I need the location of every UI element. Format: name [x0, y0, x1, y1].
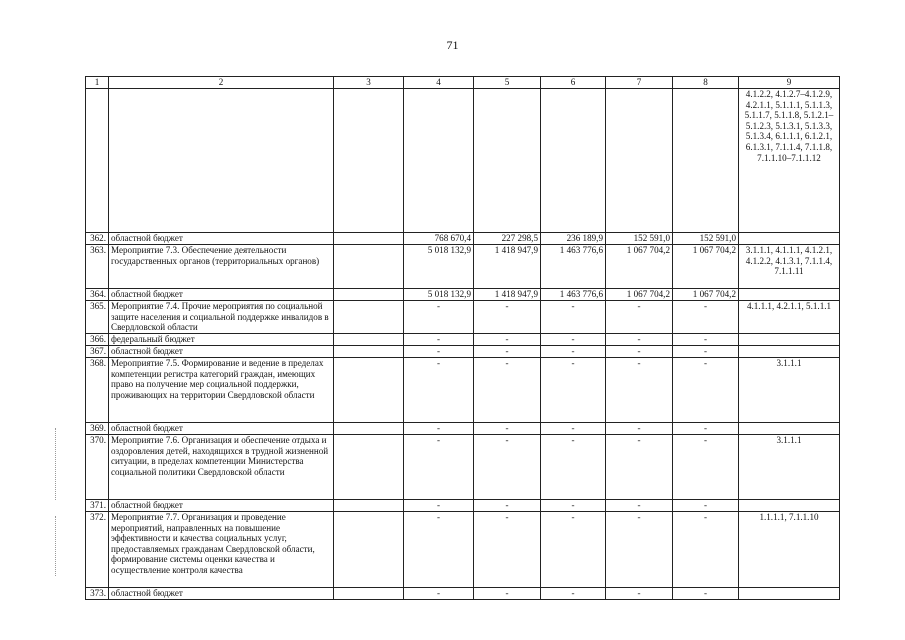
- cell-col6: -: [541, 301, 606, 334]
- cell-col8: 1 067 704,2: [673, 289, 739, 301]
- row-name: Мероприятие 7.7. Организация и проведение мероприятий, направленных на повышение эффективности и качества социальных услуг, предоставляемых гражданам Свердловской области, формирование системы оценки качества и осуществление контроля качества: [109, 512, 334, 588]
- row-refs: [739, 233, 840, 245]
- cell-col6: 236 189,9: [541, 233, 606, 245]
- row-number: 371.: [86, 500, 109, 512]
- cell-col6: -: [541, 435, 606, 500]
- cell-col3: [334, 89, 404, 233]
- row-name: Мероприятие 7.3. Обеспечение деятельности государственных органов (территориальных органов): [109, 245, 334, 289]
- cell-col4: -: [404, 301, 474, 334]
- table-row: [86, 245, 840, 289]
- row-number: 366.: [86, 334, 109, 346]
- row-number: 370.: [86, 435, 109, 500]
- row-refs: 1.1.1.1, 7.1.1.10: [739, 512, 840, 588]
- cell-col8: -: [673, 358, 739, 423]
- column-header: 4: [404, 77, 474, 89]
- cell-col3: [334, 435, 404, 500]
- cell-col7: -: [606, 358, 673, 423]
- cell-col6: -: [541, 423, 606, 435]
- cell-col8: [673, 89, 739, 233]
- cell-col5: -: [474, 334, 541, 346]
- row-refs: 3.1.1.1: [739, 358, 840, 423]
- cell-col7: -: [606, 512, 673, 588]
- cell-col3: [334, 233, 404, 245]
- cell-col5: -: [474, 301, 541, 334]
- row-number: 363.: [86, 245, 109, 289]
- cell-col4: -: [404, 588, 474, 600]
- cell-col7: [606, 89, 673, 233]
- row-number: 368.: [86, 358, 109, 423]
- table-row: [86, 89, 840, 233]
- row-refs: [739, 588, 840, 600]
- cell-col4: -: [404, 334, 474, 346]
- table-row: [86, 588, 840, 600]
- cell-col5: [474, 89, 541, 233]
- cell-col6: -: [541, 358, 606, 423]
- cell-col8: -: [673, 346, 739, 358]
- cell-col6: [541, 89, 606, 233]
- scan-artifact: [55, 516, 86, 576]
- cell-col6: 1 463 776,6: [541, 245, 606, 289]
- cell-col7: -: [606, 500, 673, 512]
- cell-col6: -: [541, 588, 606, 600]
- cell-col8: 1 067 704,2: [673, 245, 739, 289]
- row-number: [86, 89, 109, 233]
- cell-col5: 1 418 947,9: [474, 245, 541, 289]
- cell-col4: -: [404, 512, 474, 588]
- cell-col4: -: [404, 423, 474, 435]
- cell-col3: [334, 512, 404, 588]
- cell-col3: [334, 358, 404, 423]
- row-name: Мероприятие 7.4. Прочие мероприятия по социальной защите населения и социальной поддержке инвалидов в Свердловской области: [109, 301, 334, 334]
- cell-col3: [334, 334, 404, 346]
- cell-col5: -: [474, 358, 541, 423]
- cell-col3: [334, 301, 404, 334]
- row-refs: [739, 289, 840, 301]
- table-row: [86, 346, 840, 358]
- cell-col5: 1 418 947,9: [474, 289, 541, 301]
- cell-col4: -: [404, 346, 474, 358]
- row-name: Мероприятие 7.6. Организация и обеспечение отдыха и оздоровления детей, находящихся в трудной жизненной ситуации, в пределах компетенции Министерства социальной политики Свердловской области: [109, 435, 334, 500]
- cell-col3: [334, 245, 404, 289]
- cell-col4: [404, 89, 474, 233]
- row-name: областной бюджет: [109, 289, 334, 301]
- cell-col3: [334, 289, 404, 301]
- table-row: [86, 289, 840, 301]
- cell-col5: -: [474, 500, 541, 512]
- row-name: областной бюджет: [109, 423, 334, 435]
- cell-col4: -: [404, 358, 474, 423]
- table-row: [86, 435, 840, 500]
- cell-col5: -: [474, 435, 541, 500]
- row-refs: [739, 346, 840, 358]
- cell-col7: -: [606, 423, 673, 435]
- row-name: областной бюджет: [109, 500, 334, 512]
- table-row: [86, 500, 840, 512]
- column-header: 3: [334, 77, 404, 89]
- cell-col3: [334, 588, 404, 600]
- cell-col7: 1 067 704,2: [606, 245, 673, 289]
- column-header: 9: [739, 77, 840, 89]
- row-name: [109, 89, 334, 233]
- header-row: [86, 77, 840, 89]
- cell-col4: -: [404, 435, 474, 500]
- column-header: 6: [541, 77, 606, 89]
- row-refs: 4.1.1.1, 4.2.1.1, 5.1.1.1: [739, 301, 840, 334]
- cell-col6: 1 463 776,6: [541, 289, 606, 301]
- cell-col7: -: [606, 435, 673, 500]
- column-header: 5: [474, 77, 541, 89]
- cell-col8: -: [673, 500, 739, 512]
- cell-col5: -: [474, 346, 541, 358]
- column-header: 7: [606, 77, 673, 89]
- cell-col5: -: [474, 512, 541, 588]
- cell-col8: -: [673, 435, 739, 500]
- cell-col5: 227 298,5: [474, 233, 541, 245]
- cell-col8: -: [673, 512, 739, 588]
- column-header: 8: [673, 77, 739, 89]
- page-number: 71: [446, 38, 459, 52]
- row-name: федеральный бюджет: [109, 334, 334, 346]
- cell-col8: -: [673, 423, 739, 435]
- cell-col5: -: [474, 588, 541, 600]
- cell-col8: -: [673, 301, 739, 334]
- row-number: 362.: [86, 233, 109, 245]
- cell-col4: 768 670,4: [404, 233, 474, 245]
- cell-col6: -: [541, 346, 606, 358]
- table-row: [86, 334, 840, 346]
- cell-col8: -: [673, 588, 739, 600]
- cell-col6: -: [541, 334, 606, 346]
- column-header: 1: [86, 77, 109, 89]
- cell-col6: -: [541, 500, 606, 512]
- row-refs: [739, 500, 840, 512]
- cell-col7: -: [606, 588, 673, 600]
- cell-col7: -: [606, 334, 673, 346]
- cell-col8: 152 591,0: [673, 233, 739, 245]
- row-refs: 3.1.1.1: [739, 435, 840, 500]
- row-name: областной бюджет: [109, 346, 334, 358]
- row-number: 364.: [86, 289, 109, 301]
- cell-col6: -: [541, 512, 606, 588]
- row-refs: 4.1.2.2, 4.1.2.7–4.1.2.9, 4.2.1.1, 5.1.1.1, 5.1.1.3, 5.1.1.7, 5.1.1.8, 5.1.2.1–5.1.2.3, 5.1.3.1, 5.1.3.3, 5.1.3.4, 6.1.1.1, 6.1.2.1, 6.1.3.1, 7.1.1.4, 7.1.1.8, 7.1.1.10–7.1.1.12: [739, 89, 840, 233]
- row-name: областной бюджет: [109, 233, 334, 245]
- cell-col3: [334, 500, 404, 512]
- cell-col4: 5 018 132,9: [404, 245, 474, 289]
- table-row: [86, 423, 840, 435]
- row-refs: 3.1.1.1, 4.1.1.1, 4.1.2.1, 4.1.2.2, 4.1.3.1, 7.1.1.4, 7.1.1.11: [739, 245, 840, 289]
- row-number: 367.: [86, 346, 109, 358]
- cell-col8: -: [673, 334, 739, 346]
- scan-artifact: [55, 428, 86, 500]
- cell-col5: -: [474, 423, 541, 435]
- row-name: областной бюджет: [109, 588, 334, 600]
- cell-col7: -: [606, 346, 673, 358]
- table-row: [86, 358, 840, 423]
- cell-col4: 5 018 132,9: [404, 289, 474, 301]
- program-activities-table: [85, 76, 840, 600]
- row-number: 369.: [86, 423, 109, 435]
- cell-col4: -: [404, 500, 474, 512]
- row-number: 373.: [86, 588, 109, 600]
- row-refs: [739, 423, 840, 435]
- row-number: 365.: [86, 301, 109, 334]
- cell-col7: 152 591,0: [606, 233, 673, 245]
- table-row: [86, 233, 840, 245]
- row-refs: [739, 334, 840, 346]
- column-header: 2: [109, 77, 334, 89]
- cell-col7: 1 067 704,2: [606, 289, 673, 301]
- row-number: 372.: [86, 512, 109, 588]
- table-row: [86, 301, 840, 334]
- cell-col3: [334, 423, 404, 435]
- row-name: Мероприятие 7.5. Формирование и ведение в пределах компетенции регистра категорий граждан, имеющих право на получение мер социальной поддержки, проживающих на территории Свердловской области: [109, 358, 334, 423]
- cell-col7: -: [606, 301, 673, 334]
- table-row: [86, 512, 840, 588]
- cell-col3: [334, 346, 404, 358]
